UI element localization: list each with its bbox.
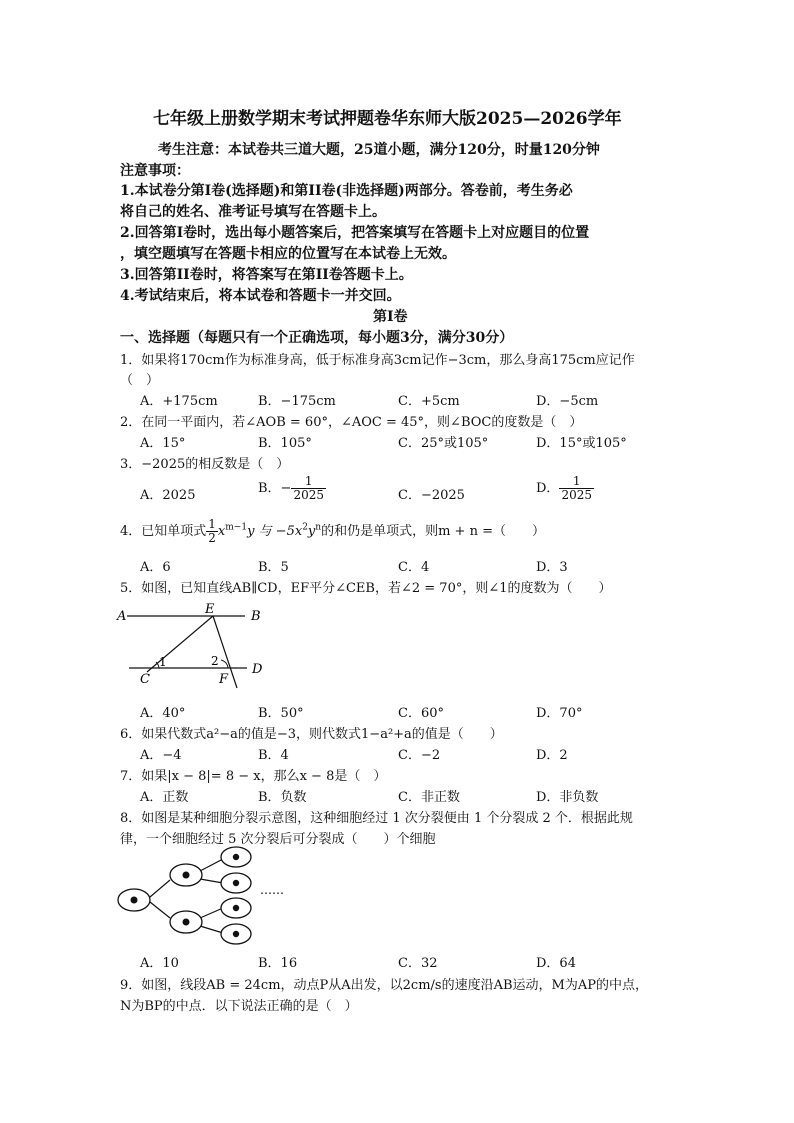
question-9-text: 9．如图，线段AB = 24cm，动点P从A出发，以2cm/s的速度沿AB运动，M为AP的中点， (120, 978, 648, 993)
branch-line (150, 880, 170, 897)
cell-nucleus (183, 872, 190, 879)
cell-nucleus (131, 897, 138, 904)
branch-line (200, 908, 223, 918)
cell-nucleus (183, 919, 190, 926)
q6-option-d: D．2 (536, 748, 568, 763)
q2-option-d: D．15°或105° (536, 436, 627, 451)
q6-option-b: B．4 (258, 748, 289, 763)
notice-item: 3.回答第II卷时，将答案写在第II卷答题卡上。 (120, 267, 413, 283)
label-e: E (205, 602, 215, 617)
q5-option-c: C．60° (398, 706, 444, 721)
q8-option-d: D．64 (536, 956, 576, 971)
q4-option-c: C．4 (398, 560, 430, 575)
cell-nucleus (233, 880, 239, 886)
branch-line (150, 902, 170, 918)
q4-option-d: D．3 (536, 560, 568, 575)
notice-heading: 注意事项： (120, 163, 190, 179)
q2-option-a: A．15° (140, 436, 186, 451)
branch-line (200, 859, 223, 871)
question-4-text: 4．已知单项式 $\frac{1}{2}$ $x^{m-1}y$ 与 $-5x^2y^n$的和仍是单项式，则m + n =（ ） (120, 517, 545, 545)
q5-option-d: D．70° (536, 706, 583, 721)
q1-option-b: B．−175cm (258, 394, 336, 409)
question-6-text: 6．如果代数式a²−a的值是−3，则代数式1−a²+a的值是（ ） (120, 727, 503, 742)
cell-nucleus (233, 931, 239, 937)
q5-option-a: A．40° (140, 706, 186, 721)
candidate-notice: 考生注意：本试卷共三道大题，25道小题，满分120分，时量120分钟 (158, 142, 600, 158)
question-1-text: 1．如果将170cm作为标准身高，低于标准身高3cm记作−3cm，那么身高175cm应记作 (120, 353, 635, 368)
q4-option-b: B．5 (258, 560, 289, 575)
label-f: F (219, 672, 229, 687)
label-b: B (251, 609, 261, 624)
question-7-text: 7．如果|x − 8|= 8 − x，那么x − 8是（ ） (120, 769, 387, 784)
q8-option-a: A．10 (140, 956, 179, 971)
cell-nucleus (233, 854, 239, 860)
q2-option-c: C．25°或105° (398, 436, 489, 451)
q7-option-a: A．正数 (140, 790, 189, 805)
parallel-lines-figure (115, 600, 275, 690)
cell-nucleus (233, 905, 239, 911)
q3-option-d: D． $\frac{1}{2025}$ (536, 474, 592, 502)
q3-option-b: B．− $\frac{1}{2025}$ (258, 474, 324, 502)
q3-option-c: C．−2025 (398, 488, 465, 503)
question-9-text-2: N为BP的中点．以下说法正确的是（ ） (120, 999, 358, 1014)
q7-option-b: B．负数 (258, 790, 307, 805)
question-5-text: 5．如图，已知直线AB∥CD，EF平分∠CEB，若∠2 = 70°，则∠1的度数为（ ） (120, 581, 612, 596)
q3-option-b-fraction: $\frac{1}{2025}$ (293, 474, 324, 502)
q6-option-a: A．−4 (140, 748, 182, 763)
q1-option-d: D．−5cm (536, 394, 599, 409)
q1-option-c: C．+5cm (398, 394, 460, 409)
branch-line (200, 926, 223, 933)
question-8-text-2: 律，一个细胞经过 5 次分裂后可分裂成（ ）个细胞 (120, 832, 436, 847)
label-c: C (140, 672, 150, 687)
cell-division-figure (115, 845, 290, 950)
label-angle-1: 1 (159, 655, 167, 669)
question-3-text: 3．−2025的相反数是（ ） (120, 457, 290, 472)
page-title: 七年级上册数学期末考试押题卷华东师大版2025—2026学年 (153, 109, 622, 129)
label-d: D (252, 662, 263, 677)
label-angle-2: 2 (211, 654, 219, 668)
q7-option-d: D．非负数 (536, 790, 599, 805)
q1-option-a: A．+175cm (140, 394, 218, 409)
q3-option-d-fraction: $\frac{1}{2025}$ (561, 474, 592, 502)
notice-item: 2.回答第Ⅰ卷时，选出每小题答案后，把答案填写在答题卡上对应题目的位置 (120, 225, 590, 241)
volume-heading: 第Ⅰ卷 (373, 309, 408, 325)
q8-option-b: B．16 (258, 956, 298, 971)
q6-option-c: C．−2 (398, 748, 441, 763)
q2-option-b: B．105° (258, 436, 312, 451)
q4-fraction: $\frac{1}{2}$ (208, 517, 216, 545)
q4-option-a: A．6 (140, 560, 171, 575)
notice-item: 将自己的姓名、准考证号填写在答题卡上。 (120, 204, 386, 220)
label-a: A (117, 609, 127, 624)
q8-option-c: C．32 (398, 956, 438, 971)
notice-item: ，填空题填写在答题卡相应的位置写在本试卷上无效。 (120, 246, 456, 262)
question-8-text: 8．如图是某种细胞分裂示意图，这种细胞经过 1 次分裂便由 1 个分裂成 2 个．根据此规 (120, 811, 633, 826)
question-1-paren: （ ） (120, 373, 160, 388)
question-2-text: 2．在同一平面内，若∠AOB = 60°，∠AOC = 45°，则∠BOC的度数是（ ） (120, 415, 583, 430)
q7-option-c: C．非正数 (398, 790, 460, 805)
notice-item: 4.考试结束后，将本试卷和答题卡一并交回。 (120, 288, 401, 304)
section-heading: 一、选择题（每题只有一个正确选项，每小题3分，满分30分） (120, 330, 514, 346)
q3-option-a: A．2025 (140, 488, 196, 503)
branch-line (200, 879, 223, 883)
ellipsis-text: …… (260, 883, 284, 897)
notice-item: 1.本试卷分第Ⅰ卷(选择题)和第II卷(非选择题)两部分。答卷前，考生务必 (120, 183, 573, 199)
angle-2-arc (221, 660, 228, 668)
q5-option-b: B．50° (258, 706, 304, 721)
